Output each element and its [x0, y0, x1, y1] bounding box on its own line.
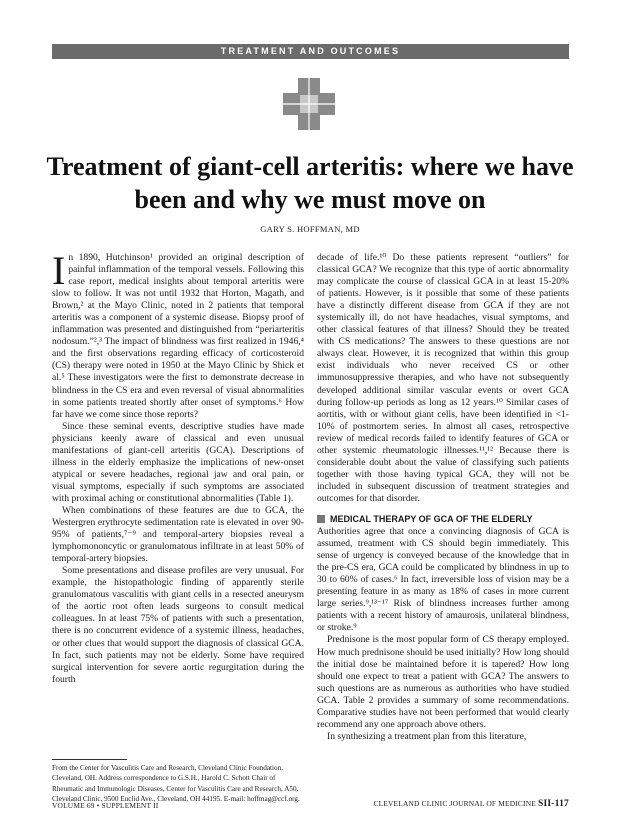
section-heading: [317, 513, 569, 525]
paragraph: Authorities agree that once a convincing diagnosis of GCA is assumed, treatment with CS should begin immediately. This sense of urgency is conveyed because of the knowledge that in the pre-CS era, GCA could be complicated by blindness in up to 30 to 60% of cases.⁶ In fact, irreversible loss of vision may be a presenting feature in as many as 18% of cases in more current large series.⁹,¹³⁻¹⁷ Risk of blindness increases further among patients with a recent history of amaurosis, unilateral blindness, or stroke.⁹: [317, 526, 569, 634]
footnote-rule: [52, 759, 127, 760]
affiliation-footnote: From the Center for Vasculitis Care and Research, Cleveland Clinic Foundation, Cleveland, OH. Address correspondence to G.S.H., Harold C. Schott Chair of Rheumatic and Immunologic Diseases, Center for Vasculitis Care and Research, A50, Cleveland Clinic, 9500 Euclid Ave., Cleveland, OH 44195. E-mail: hoffmag@ccf.org.: [52, 764, 300, 804]
page-number: SII-117: [538, 799, 569, 809]
drop-cap: I: [52, 248, 66, 293]
footer-journal: [300, 799, 569, 809]
paragraph-intro: [52, 248, 304, 421]
section-banner: TREATMENT AND OUTCOMES: [52, 44, 569, 59]
footer-volume: VOLUME 69 • SUPPLEMENT II: [52, 801, 159, 810]
article-title: Treatment of giant-cell arteritis: where we have been and why we must move on: [46, 152, 574, 214]
journal-name: CLEVELAND CLINIC JOURNAL OF MEDICINE: [373, 799, 536, 808]
square-bullet-icon: [317, 515, 325, 523]
section-heading-text: MEDICAL THERAPY OF GCA OF THE ELDERLY: [330, 513, 533, 524]
author-byline: GARY S. HOFFMAN, MD: [260, 224, 360, 234]
body-column-right: [317, 252, 569, 743]
paragraph-text: n 1890, Hutchinson¹ provided an original description of painful inflammation of the temporal vessels. Following this case report, medical insights about temporal arteritis were slow to follow. It was not until 1932 that Horton, Magath, and Brown,² at the Mayo Clinic, noted in 2 patients that temporal arteritis was a component of a systemic disease. Biopsy proof of inflammation was presented and distinguished from “periarteritis nodosum.”²,³ The impact of blindness was first realized in 1946,⁴ and the first observations regarding efficacy of corticosteroid (CS) therapy were noted in 1950 at the Mayo Clinic by Shick et al.⁵ These investigators were the first to demonstrate decrease in blindness in the CS era and even reversal of visual abnormalities in some patients treated shortly after onset of symptoms.⁶ How far have we come since those reports?: [52, 252, 304, 420]
paragraph: Since these seminal events, descriptive studies have made physicians keenly aware of classical and even unusual manifestations of giant-cell arteritis (GCA). Descriptions of illness in the elderly emphasize the implications of new-onset atypical or severe headaches, regional jaw and oral pain, or visual symptoms, especially if such symptoms are associated with proximal aching or constitutional abnormalities (Table 1).: [52, 420, 304, 504]
paragraph: In synthesizing a treatment plan from this literature,: [327, 730, 527, 742]
paragraph: Some presentations and disease profiles are very unusual. For example, the histopathologic finding of apparently sterile granulomatous vasculitis with giant cells in a resected aneurysm of the aortic root often leads surgeons to consult medical colleagues. In at least 75% of patients with such a presentation, there is no concurrent evidence of a systemic illness, headaches, or other clues that would support the diagnosis of classical GCA. In fact, such patients may not be elderly. Some have required surgical intervention for severe aortic regurgitation during the fourth: [52, 565, 304, 685]
paragraph: When combinations of these features are due to GCA, the Westergren erythrocyte sedimentation rate is elevated in over 90-95% of patients,⁷⁻⁹ and temporal-artery biopsies reveal a lymphomononcytic or granulomatous infiltrate in at least 50% of temporal-artery biopsies.: [52, 504, 304, 565]
journal-logo-icon: [283, 78, 335, 130]
paragraph: Prednisone is the most popular form of CS therapy employed. How much prednisone should be used initially? How long should the initial dose be maintained before it is tapered? How long should one expect to treat a patient with GCA? The answers to such questions are as numerous as authorities who have studied GCA. Table 2 provides a summary of some recommendations. Comparative studies have not been performed that would clearly recommend any one approach above others.: [317, 634, 569, 730]
body-column-left: [52, 248, 304, 686]
paragraph: decade of life.¹⁰ Do these patients represent “outliers” for classical GCA? We recognize that this type of aortic abnormality may complicate the course of classical GCA in at least 15-20% of patients. However, is it possible that some of these patients have a distinctly different disease from GCA if they are not systemically ill, do not have headaches, visual symptoms, and other classical features of that illness? Should they be treated with CS medications? The answers to these questions are not always clear. However, it is recognized that within this group exist individuals who never received CS or other immunosuppressive therapies, and who have not subsequently developed additional similar vascular events or overt GCA during follow-up periods as long as 12 years.¹⁰ Similar cases of aortitis, with or without giant cells, have been identified in <1-10% of postmortem series. In almost all cases, retrospective review of medical records failed to identify features of GCA or other systemic rheumatologic illnesses.¹¹,¹² Because there is considerable doubt about the value of classifying such patients together with those having typical GCA, they will not be included in subsequent discussion of treatment strategies and outcomes for that disorder.: [317, 252, 569, 504]
